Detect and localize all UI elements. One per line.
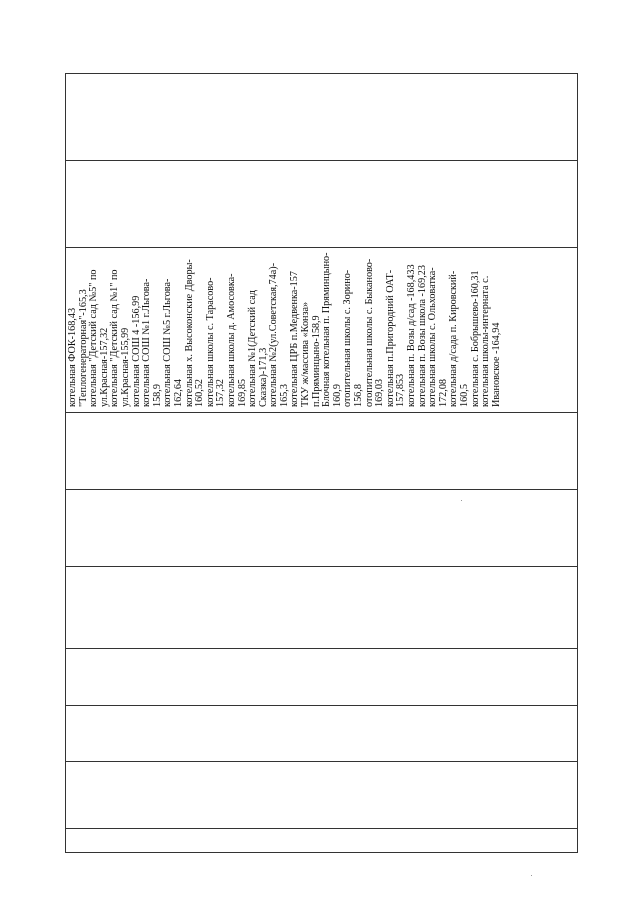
row-divider bbox=[66, 160, 577, 161]
boiler-entry: 162,64 bbox=[172, 378, 184, 407]
boiler-entry: ТКУ ж/массива «Конза» bbox=[300, 301, 312, 407]
boiler-entry: котельная "Детский сад №5" по bbox=[88, 269, 100, 407]
boiler-entry: 165,3 bbox=[278, 384, 290, 407]
boiler-entry: котельная "Детский сад №1" по bbox=[109, 269, 121, 407]
boiler-entry: п.Пряминцыно-158,9 bbox=[310, 315, 322, 407]
boiler-entry: 160,9 bbox=[331, 384, 343, 407]
boiler-entry: котельная школы с. Ольховатка- bbox=[427, 267, 439, 407]
boiler-list bbox=[68, 249, 578, 407]
boiler-entry: котельная ФОК-168,43 bbox=[67, 307, 78, 407]
boiler-entry: ул.Красная-157,32 bbox=[98, 327, 110, 407]
row-divider bbox=[66, 489, 577, 490]
boiler-entry: 157,853 bbox=[395, 373, 407, 407]
boiler-entry: котельная х. Высоконские Дворы- bbox=[183, 259, 195, 407]
boiler-entry: отопительная школы с. Быканово- bbox=[363, 258, 375, 407]
boiler-entry: котельная с. Бобрышево-160,31 bbox=[469, 270, 481, 407]
boiler-entry: котельная школы с. Тарасово- bbox=[204, 277, 216, 407]
data-table bbox=[65, 73, 578, 853]
boiler-entry: 160,52 bbox=[194, 378, 206, 407]
boiler-entry: котельная п. Возы школа -169,23 bbox=[416, 265, 428, 407]
boiler-entry: 158,9 bbox=[151, 384, 163, 407]
row-divider bbox=[66, 648, 577, 649]
boiler-entry: "Теплогенераторная"-165,3 bbox=[77, 289, 89, 407]
boiler-entry: котельная п. Возы д/сад -168,433 bbox=[406, 264, 417, 407]
boiler-entry: котельная школы-интерната с. bbox=[480, 275, 492, 407]
boiler-entry: 160,5 bbox=[458, 384, 470, 407]
boiler-entry: котельная СОШ 4 -156,99 bbox=[130, 295, 142, 407]
row-divider bbox=[66, 828, 577, 829]
boiler-entry: котельная СОШ №1 г.Льгова- bbox=[141, 278, 153, 407]
boiler-entry: Сказка)-171,3 bbox=[257, 347, 269, 407]
row-divider bbox=[66, 566, 577, 567]
boiler-entry: котельная №2(ул.Советская,74а)- bbox=[268, 262, 280, 407]
boiler-entry: 172,08 bbox=[437, 378, 449, 407]
boiler-entry: 169,03 bbox=[374, 378, 386, 407]
boiler-entry: Блочная котельная п. Пряминцыно- bbox=[321, 252, 333, 407]
boiler-entry: котельная ЦРБ п.Медвенка-157 bbox=[289, 271, 301, 407]
boiler-entry: 169,85 bbox=[236, 378, 248, 407]
row-divider bbox=[66, 705, 577, 706]
boiler-entry: 157,32 bbox=[215, 378, 227, 407]
scan-speck bbox=[461, 500, 462, 501]
boiler-entry: котельная №1(Детский сад bbox=[247, 290, 259, 407]
boiler-entry: 156,8 bbox=[353, 384, 365, 407]
boiler-entry: котельная п.Пригородний ОАТ- bbox=[384, 269, 396, 407]
boiler-entry: котельная СОШ №5 г.Льгова- bbox=[162, 278, 174, 407]
scan-speck bbox=[531, 875, 532, 876]
rotated-cell bbox=[66, 247, 577, 412]
boiler-entry: котельная д/сада п. Кировский- bbox=[448, 270, 460, 407]
row-divider bbox=[66, 412, 577, 413]
boiler-entry: котельная школы д. Амосовка- bbox=[225, 273, 237, 407]
boiler-entry: отопительная школы с. Зорино- bbox=[342, 269, 354, 407]
boiler-entry: Ивановское -164,94 bbox=[490, 322, 502, 407]
row-divider bbox=[66, 761, 577, 762]
boiler-entry: ул.Красная-155,99 bbox=[119, 327, 131, 407]
